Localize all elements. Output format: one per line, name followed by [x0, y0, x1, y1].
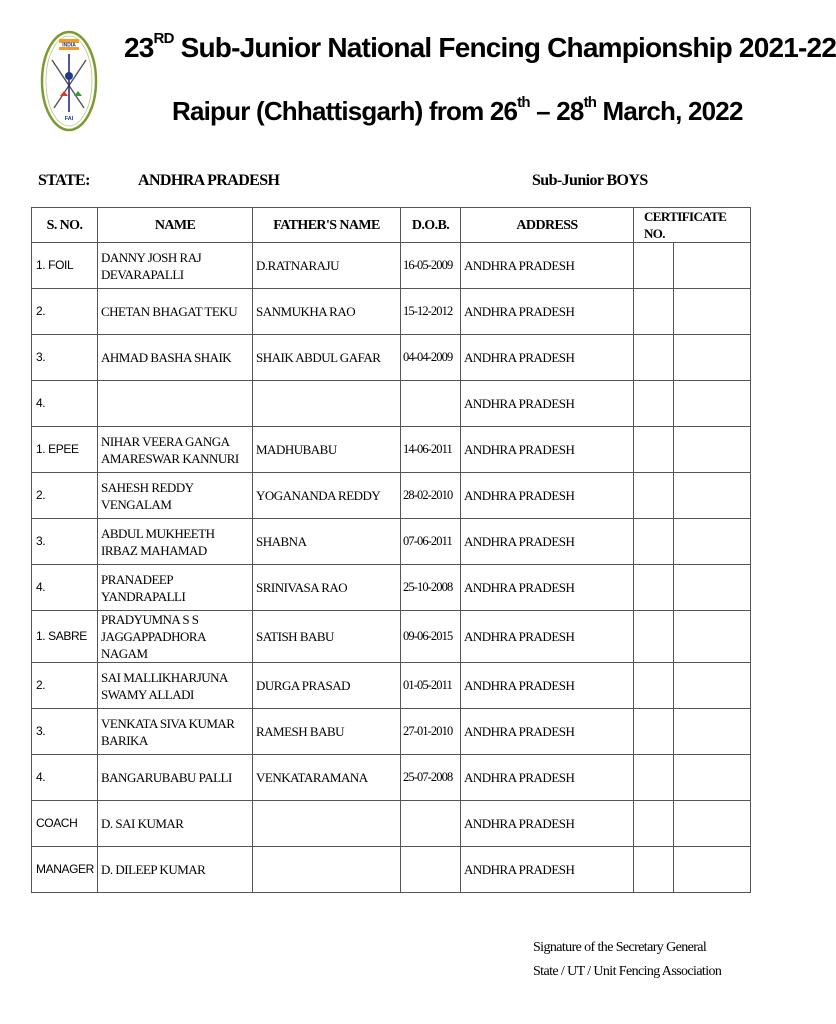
logo-bottom-text: FAI	[64, 116, 74, 122]
cell-certificate-a	[634, 427, 674, 473]
cell-certificate-a	[634, 755, 674, 801]
cell-name: AHMAD BASHA SHAIK	[98, 335, 253, 381]
signature-block	[533, 936, 721, 984]
table-row	[32, 335, 751, 381]
cell-name: DANNY JOSH RAJ DEVARAPALLI	[98, 243, 253, 289]
cell-certificate-b	[674, 519, 751, 565]
cell-address: ANDHRA PRADESH	[461, 335, 634, 381]
cell-sno: 2.	[32, 663, 98, 709]
cell-name: ABDUL MUKHEETH IRBAZ MAHAMAD	[98, 519, 253, 565]
venue-sup2: th	[583, 94, 597, 111]
cell-father: YOGANANDA REDDY	[253, 473, 401, 519]
venue-sup1: th	[517, 94, 530, 111]
fencing-association-logo	[40, 30, 98, 132]
cell-father: SHABNA	[253, 519, 401, 565]
header-dob: D.O.B.	[401, 208, 461, 243]
cell-father: VENKATARAMANA	[253, 755, 401, 801]
cell-father: SHAIK ABDUL GAFAR	[253, 335, 401, 381]
signature-line1: Signature of the Secretary General	[533, 940, 707, 955]
table-row	[32, 755, 751, 801]
cell-sno: 3.	[32, 335, 98, 381]
table-row	[32, 847, 751, 893]
cell-address: ANDHRA PRADESH	[461, 801, 634, 847]
cell-father	[253, 381, 401, 427]
cell-address: ANDHRA PRADESH	[461, 709, 634, 755]
cell-father: MADHUBABU	[253, 427, 401, 473]
cell-sno: 4.	[32, 755, 98, 801]
cell-address: ANDHRA PRADESH	[461, 847, 634, 893]
state-value: ANDHRA PRADESH	[138, 172, 280, 189]
table-row	[32, 381, 751, 427]
table-row	[32, 611, 751, 663]
cell-certificate-b	[674, 381, 751, 427]
cell-name: D. DILEEP KUMAR	[98, 847, 253, 893]
cell-certificate-a	[634, 847, 674, 893]
cell-dob	[401, 801, 461, 847]
cell-father	[253, 801, 401, 847]
cell-certificate-a	[634, 663, 674, 709]
table-row	[32, 243, 751, 289]
cell-certificate-b	[674, 565, 751, 611]
cell-address: ANDHRA PRADESH	[461, 611, 634, 663]
championship-title	[124, 32, 836, 64]
cell-father: D.RATNARAJU	[253, 243, 401, 289]
cell-certificate-a	[634, 519, 674, 565]
cell-father: RAMESH BABU	[253, 709, 401, 755]
cell-certificate-b	[674, 801, 751, 847]
header-name: NAME	[98, 208, 253, 243]
cell-address: ANDHRA PRADESH	[461, 381, 634, 427]
cell-dob: 14-06-2011	[401, 427, 461, 473]
table-row	[32, 519, 751, 565]
cell-certificate-b	[674, 243, 751, 289]
cell-dob: 16-05-2009	[401, 243, 461, 289]
venue-part2: – 28	[529, 96, 584, 126]
cell-certificate-b	[674, 663, 751, 709]
cell-sno: COACH	[32, 801, 98, 847]
cell-name: PRADYUMNA S S JAGGAPPADHORA NAGAM	[98, 611, 253, 663]
title-ordinal: 23	[124, 32, 154, 63]
cell-dob: 15-12-2012	[401, 289, 461, 335]
cell-sno: 2.	[32, 289, 98, 335]
venue-dates-title	[172, 96, 743, 127]
cell-certificate-b	[674, 755, 751, 801]
cell-certificate-a	[634, 565, 674, 611]
cell-certificate-a	[634, 473, 674, 519]
header-father-name: FATHER'S NAME	[253, 208, 401, 243]
venue-part3: March, 2022	[596, 96, 743, 126]
cell-father: SRINIVASA RAO	[253, 565, 401, 611]
cell-name: SAI MALLIKHARJUNA SWAMY ALLADI	[98, 663, 253, 709]
cell-father	[253, 847, 401, 893]
cell-address: ANDHRA PRADESH	[461, 243, 634, 289]
cell-father: DURGA PRASAD	[253, 663, 401, 709]
cell-sno: 1. SABRE	[32, 611, 98, 663]
cell-certificate-b	[674, 335, 751, 381]
cell-certificate-a	[634, 611, 674, 663]
cell-name: PRANADEEP YANDRAPALLI	[98, 565, 253, 611]
cell-name: NIHAR VEERA GANGA AMARESWAR KANNURI	[98, 427, 253, 473]
cell-dob	[401, 847, 461, 893]
title-rest: Sub-Junior National Fencing Championship 2021-22	[180, 32, 836, 63]
cell-address: ANDHRA PRADESH	[461, 289, 634, 335]
cell-name: D. SAI KUMAR	[98, 801, 253, 847]
cell-sno: 4.	[32, 565, 98, 611]
table-row	[32, 565, 751, 611]
cell-sno: 3.	[32, 519, 98, 565]
cell-sno: 2.	[32, 473, 98, 519]
cell-dob: 27-01-2010	[401, 709, 461, 755]
cell-certificate-a	[634, 801, 674, 847]
cell-name	[98, 381, 253, 427]
cell-certificate-b	[674, 427, 751, 473]
cell-dob: 25-07-2008	[401, 755, 461, 801]
cell-dob: 25-10-2008	[401, 565, 461, 611]
cell-father: SATISH BABU	[253, 611, 401, 663]
header-sno: S. NO.	[32, 208, 98, 243]
cell-certificate-b	[674, 847, 751, 893]
cell-certificate-a	[634, 335, 674, 381]
cell-certificate-a	[634, 289, 674, 335]
cell-sno: 3.	[32, 709, 98, 755]
cell-address: ANDHRA PRADESH	[461, 565, 634, 611]
category-label: Sub-Junior BOYS	[532, 172, 648, 189]
cell-certificate-b	[674, 709, 751, 755]
cell-sno: MANAGER	[32, 847, 98, 893]
table-row	[32, 801, 751, 847]
cell-address: ANDHRA PRADESH	[461, 755, 634, 801]
cell-certificate-a	[634, 243, 674, 289]
cell-address: ANDHRA PRADESH	[461, 473, 634, 519]
cell-dob	[401, 381, 461, 427]
cell-certificate-b	[674, 611, 751, 663]
logo-top-text: INDIA	[62, 42, 76, 49]
state-label: STATE:	[38, 172, 90, 189]
cell-certificate-a	[634, 381, 674, 427]
signature-line2: State / UT / Unit Fencing Association	[533, 964, 722, 979]
header-address: ADDRESS	[461, 208, 634, 243]
header-certificate-no: CERTIFICATE NO.	[634, 208, 751, 243]
cell-dob: 09-06-2015	[401, 611, 461, 663]
table-row	[32, 473, 751, 519]
cell-sno: 1. FOIL	[32, 243, 98, 289]
cell-dob: 01-05-2011	[401, 663, 461, 709]
cell-sno: 1. EPEE	[32, 427, 98, 473]
table-row	[32, 427, 751, 473]
cell-name: VENKATA SIVA KUMAR BARIKA	[98, 709, 253, 755]
cell-address: ANDHRA PRADESH	[461, 663, 634, 709]
cell-father: SANMUKHA RAO	[253, 289, 401, 335]
cell-certificate-b	[674, 473, 751, 519]
cell-certificate-b	[674, 289, 751, 335]
cell-name: CHETAN BHAGAT TEKU	[98, 289, 253, 335]
cell-address: ANDHRA PRADESH	[461, 427, 634, 473]
cell-address: ANDHRA PRADESH	[461, 519, 634, 565]
cell-certificate-a	[634, 709, 674, 755]
table-row	[32, 289, 751, 335]
table-row	[32, 663, 751, 709]
venue-part1: Raipur (Chhattisgarh) from 26	[172, 96, 518, 126]
cell-name: BANGARUBABU PALLI	[98, 755, 253, 801]
title-ordinal-suffix: RD	[153, 30, 174, 47]
table-header-row	[32, 208, 751, 243]
cell-name: SAHESH REDDY VENGALAM	[98, 473, 253, 519]
cell-dob: 04-04-2009	[401, 335, 461, 381]
cell-dob: 07-06-2011	[401, 519, 461, 565]
cell-sno: 4.	[32, 381, 98, 427]
table-row	[32, 709, 751, 755]
roster-table	[31, 207, 751, 893]
cell-dob: 28-02-2010	[401, 473, 461, 519]
